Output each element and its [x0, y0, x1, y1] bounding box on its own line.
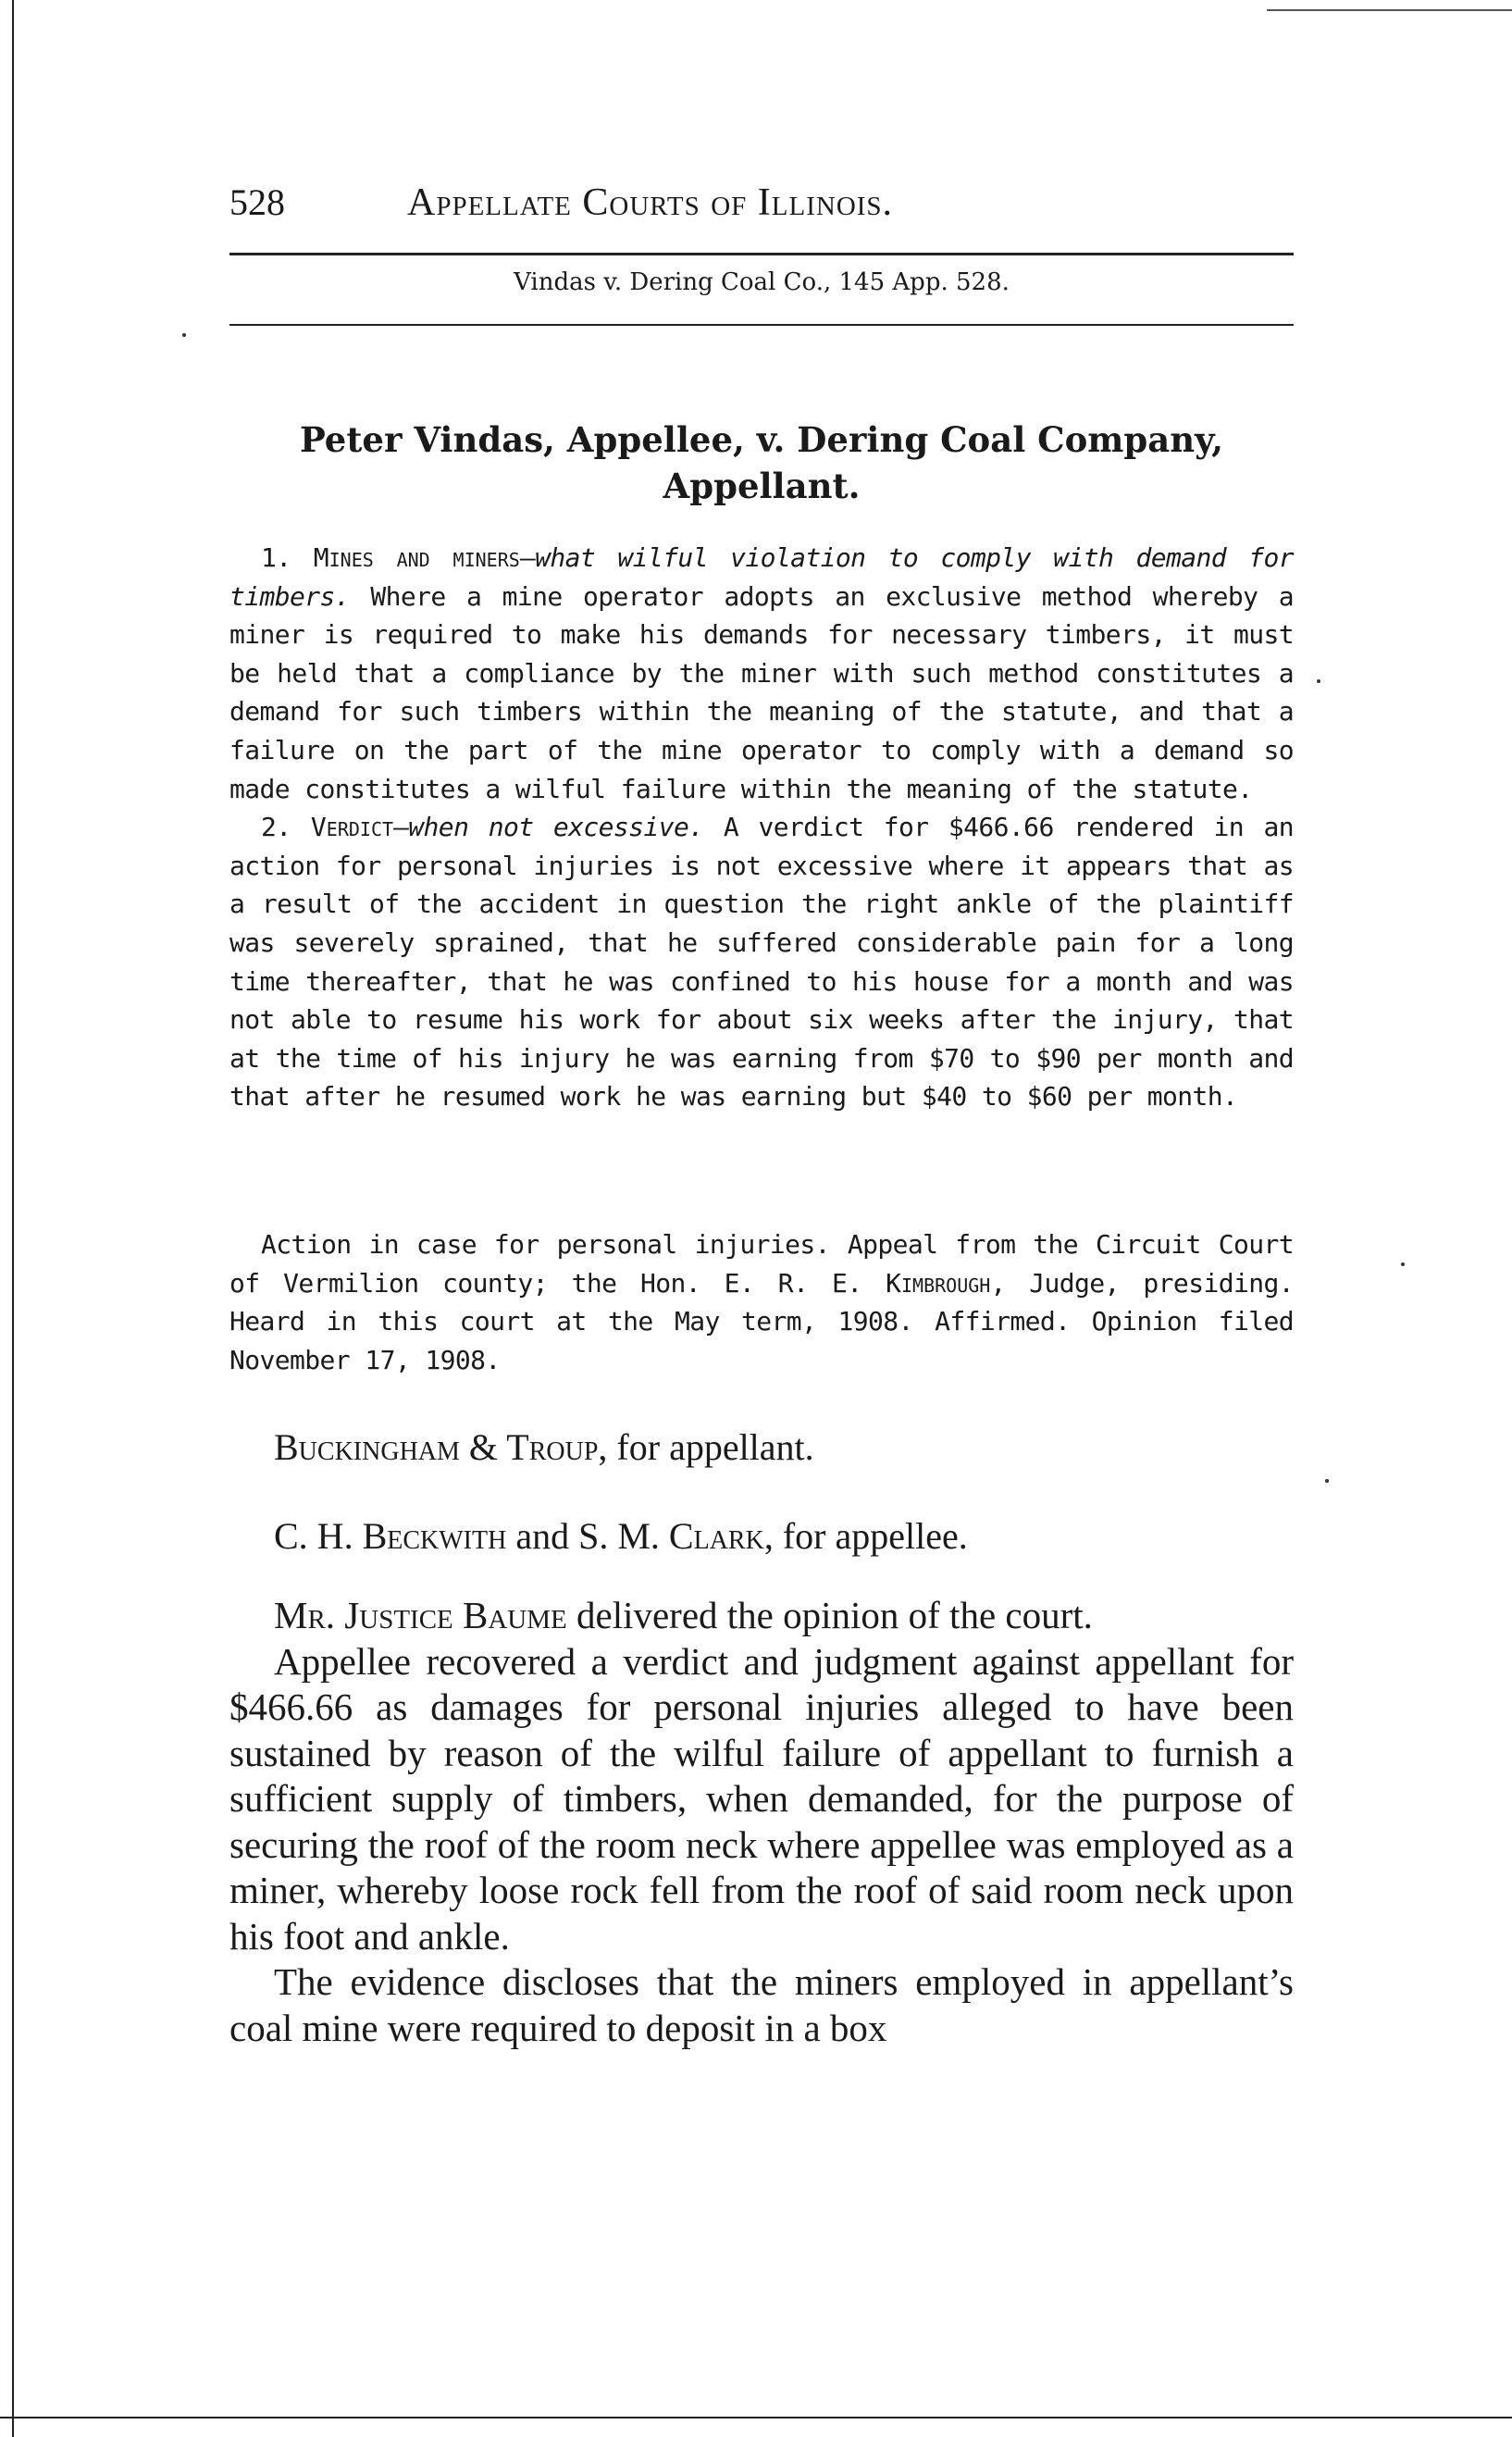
headnote: 2. Verdict—when not excessive. A verdict for $466.66 rendered in an action for personal injuries is not excessive where it appears that as a result of the accident in question the right ankle of the plaintiff was severely sprained, that he suffered considerable pain for a long time thereafter, that he was confined to his house for a month and was not able to resume his work for about six weeks after the injury, that at the time of his injury he was earning from $70 to $90 per month and that after he resumed work he was earning but $40 to $60 per month. — [229, 812, 1294, 1113]
opinion-paragraph: The evidence discloses that the miners employed in appellant’s coal mine were required to deposit in a box — [229, 1960, 1294, 2049]
appellee-counsel-name-1: C. H. Beckwith — [274, 1515, 507, 1557]
opinion-body — [229, 1593, 1294, 2051]
scan-edge-bottom — [0, 2417, 1512, 2418]
headnote-subtopic: what wilful violation to comply with demand for timbers. — [229, 542, 1294, 612]
justice-name: Mr. Justice Baume — [274, 1594, 567, 1636]
appellee-counsel-name-2: S. M. Clark — [578, 1515, 764, 1557]
scan-speck — [1317, 679, 1320, 683]
scan-edge-top — [1267, 9, 1512, 11]
running-title: Appellate Courts of Illinois. — [407, 181, 894, 224]
procedural-history — [229, 1225, 1294, 1379]
headnote-text: Where a mine operator adopts an exclusive method whereby a miner is required to make his demands for necessary timbers, it must be held that a compliance by the miner with such method constitutes a demand for such timbers within the meaning of the statute, and that a failure on the part of the mine operator to comply with a demand so made constitutes a wilful failure within the meaning of the statute. — [229, 580, 1294, 804]
counsel-appellee — [229, 1514, 1294, 1558]
headnote-topic: Verdict — [310, 812, 394, 843]
headnote: 1. Mines and miners—what wilful violation to comply with demand for timbers. Where a mine operator adopts an exclusive method whereby a miner is required to make his demands for necessary timbers, it must be held that a compliance by the miner with such method constitutes a demand for such timbers within the meaning of the statute, and that a failure on the part of the mine operator to comply with a demand so made constitutes a wilful failure within the meaning of the statute. — [229, 542, 1294, 804]
running-head — [229, 180, 1294, 236]
scan-speck — [1401, 1262, 1405, 1266]
headnote-text: A verdict for $466.66 rendered in an action for personal injuries is not excessive where it appears that as a result of the accident in question the right ankle of the plaintiff was severely sprained, that he suffered considerable pain for a long time thereafter, that he was confined to his house for a month and was not able to resume his work for about six weeks after the injury, that at the time of his injury he was earning from $70 to $90 per month and that after he resumed work he was earning but $40 to $60 per month. — [229, 812, 1294, 1113]
headnote-number: 1. — [261, 542, 291, 573]
opinion-intro-text: delivered the opinion of the court. — [566, 1594, 1093, 1636]
judge-name: Kimbrough — [886, 1267, 991, 1299]
appellee-counsel-role: , for appellee. — [763, 1515, 968, 1557]
appellee-counsel-and: and — [506, 1515, 579, 1557]
scan-edge-left — [12, 0, 14, 2437]
case-title: Peter Vindas, Appellee, v. Dering Coal Company, Appellant. — [299, 419, 1224, 506]
opinion-paragraph: Appellee recovered a verdict and judgment against appellant for $466.66 as damages for personal injuries alleged to have been sustained by reason of the wilful failure of appellant to furnish a sufficient supply of timbers, when demanded, for the purpose of securing the roof of the room neck where appellee was employed as a miner, whereby loose rock fell from the roof of said room neck upon his foot and ankle. — [229, 1639, 1294, 1958]
headnote-subtopic: when not excessive. — [408, 812, 704, 843]
header-rule-top — [229, 253, 1294, 255]
procedural-paragraph — [229, 1225, 1294, 1379]
scan-speck — [1325, 1479, 1329, 1483]
header-rule-bottom — [229, 324, 1294, 326]
case-caption: Vindas v. Dering Coal Co., 145 App. 528. — [514, 268, 1010, 296]
page-number: 528 — [229, 181, 285, 223]
appellant-counsel-role: , for appellant. — [598, 1426, 814, 1468]
opinion-intro — [229, 1593, 1294, 1639]
scan-speck — [182, 333, 186, 337]
headnote-topic: Mines and miners — [313, 542, 520, 573]
counsel-appellant — [229, 1425, 1294, 1469]
procedural-text-end: , Judge, presiding. Heard in this court at the May term, 1908. Affirmed. Opinion filed November 17, 1908. — [229, 1267, 1294, 1375]
appellant-counsel-names: Buckingham & Troup — [274, 1426, 599, 1468]
procedural-text: Action in case for personal injuries. Appeal from the Circuit Court of Vermilion county; the Hon. E. R. E. — [229, 1229, 1294, 1299]
headnotes — [229, 539, 1294, 1116]
headnote-number: 2. — [261, 812, 291, 843]
